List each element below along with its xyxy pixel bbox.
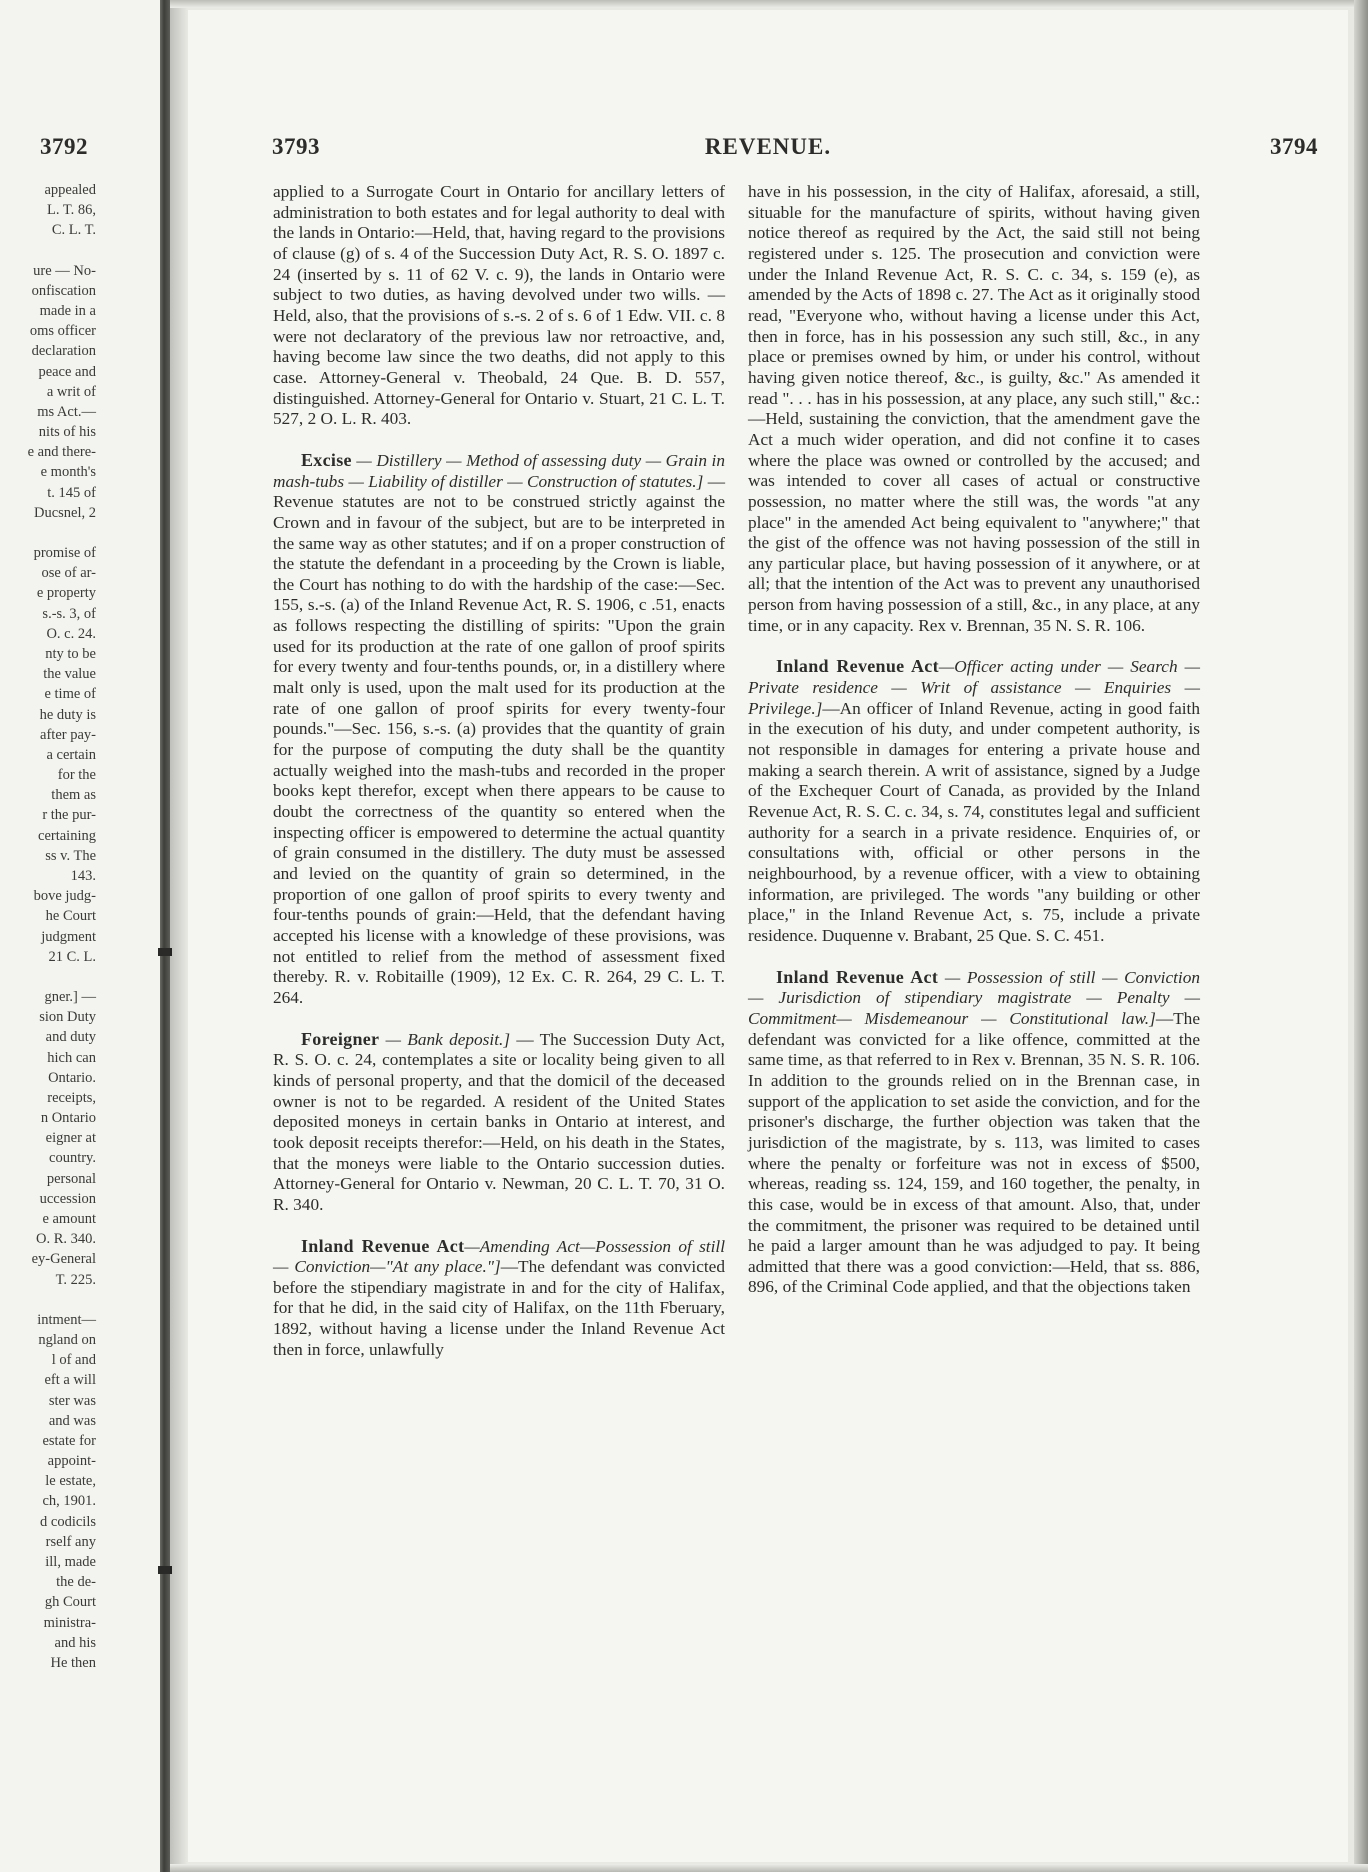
text-line: the value (43, 666, 96, 683)
text-line: s.-s. 3, of (42, 605, 96, 622)
entry-excise (273, 450, 725, 1009)
text-line: e month's (40, 464, 96, 481)
text-line: appoint- (47, 1453, 96, 1470)
entry-body: — The Succession Duty Act, R. S. O. c. 24, contemplates a site or locality being given to all kinds of personal property, and that the domicil of the deceased owner is not to be regarded. A resident of the United States deposited moneys in certain banks in Ontario at interest, and took deposit receipts therefor:—Held, on his death in the States, that the moneys were liable to the Ontario succession duties. Attorney-General for Ontario v. Newman, 20 C. L. T. 70, 31 O. R. 340. (273, 1029, 725, 1214)
entry-subheading: —Officer acting under — Search — Private residence — Writ of assistance — Enquiries — Privilege.] (748, 657, 1200, 718)
entry-subheading: — Bank deposit.] (379, 1029, 511, 1049)
text-line: ill, made (45, 1554, 96, 1570)
text-line: receipts, (47, 1089, 96, 1106)
entry-body: —An officer of Inland Revenue, acting in good faith in the execution of his duty, and under competent authority, is not responsible in damages for entering a private house and making a search therein. A writ of assistance, signed by a Judge of the Exchequer Court of Canada, as provided by the Inland Revenue Act, R. S. C. c. 34, s. 74, constitutes legal and sufficient authority for a search in a private residence. Enquiries of, or consultations with, official or other persons in the neighbourhood, by a revenue officer, with a view to obtaining information, are privileged. The words "any building or other place," in the Inland Revenue Act, s. 75, include a private residence. Duquenne v. Brabant, 25 Que. S. C. 451. (748, 698, 1200, 945)
column-number-left: 3793 (272, 134, 320, 159)
text-line: r the pur- (42, 807, 96, 824)
text-line: estate for (42, 1432, 96, 1449)
text-line: ose of ar- (41, 565, 96, 582)
text-line: them as (51, 787, 96, 804)
text-line: nty to be (45, 645, 96, 662)
text-line: for the (57, 767, 96, 784)
text-line: ss v. The (45, 847, 96, 864)
entry-foreigner (273, 1029, 725, 1216)
text-line: n Ontario (40, 1110, 96, 1127)
page-bottom-edge (170, 1864, 1368, 1872)
previous-page-fragment (0, 0, 160, 1872)
text-line: and his (54, 1634, 96, 1651)
text-line: O. R. 340. (35, 1231, 96, 1248)
text-line: nits of his (38, 424, 96, 441)
text-line: T. 225. (55, 1271, 96, 1288)
entry-inland-revenue-possession (748, 967, 1200, 1299)
text-line: ngland on (38, 1331, 96, 1348)
entry-heading: Inland Revenue Act (301, 1235, 465, 1256)
text-line: bove judg- (33, 888, 96, 905)
text-line: and was (48, 1412, 96, 1429)
gutter-shadow (170, 0, 188, 1872)
text-line: d codicils (40, 1513, 96, 1530)
entry-subheading: — Distillery — Method of assessing duty — Grain in mash-tubs — Liability of distiller — Construction of statutes.] (273, 450, 725, 491)
text-line: gner.] — (44, 988, 96, 1005)
entry-inland-revenue-amending (273, 1236, 725, 1361)
text-line: peace and (38, 363, 96, 380)
entry-body: —The defendant was convicted for a like offence, committed at the same time, as that referred to in Rex v. Brennan, 35 N. S. R. 106. In addition to the grounds relied on in the Brennan case, in support of the application to set aside the conviction, and for the prisoner's discharge, the further objection was taken that the jurisdiction of the magistrate, by s. 113, was limited to cases where the penalty or forfeiture was not in excess of $500, whereas, reading ss. 124, 159, and 160 together, the penalty, in this case, would be in excess of that amount. Also, that, under the commitment, the prisoner was required to be detained until he paid a larger amount than he was adjudged to pay. It being admitted that there was a good conviction:—Held, that ss. 886, 896, of the Criminal Code applied, and that the objections taken (748, 1008, 1200, 1297)
text-line: uccession (39, 1190, 96, 1207)
text-line: hich can (47, 1049, 96, 1066)
text-line: promise of (33, 545, 96, 561)
text-line: Ducsnel, 2 (33, 504, 96, 521)
text-line: personal (46, 1170, 96, 1187)
text-line: Ontario. (48, 1069, 96, 1086)
paragraph-continued: have in his possession, in the city of Halifax, aforesaid, a still, situable for the manufacture of spirits, without having given notice thereof as required by the Act, the said still not being registered under s. 125. The prosecution and conviction were under the Inland Revenue Act, R. S. C. c. 34, s. 159 (e), as amended by the Acts of 1898 c. 27. The Act as it originally stood read, "Everyone who, without having a license under this Act, then in force, has in his possession any such still, &c., in any place or premises owned by him, or under his control, without having given notice thereof, &c., is guilty, &c." As amended it read ". . . has in his possession, at any place, any such still," &c.:—Held, sustaining the conviction, that the amendment gave the Act a much wider operation, and did not confine it to cases where the place was owned or controlled by the accused; and was intended to cover all cases of actual or constructive possession, no matter where the still was, the words "at any place" in the amended Act being equivalent to "anywhere;" that the gist of the offence was not having possession of the still in any particular place, but having possession of it anywhere, or at all; that the intention of the Act was to prevent any unauthorised person from having possession of a still, &c., in any place, at any time, or in any capacity. Rex v. Brennan, 35 N. S. R. 106. (748, 182, 1200, 635)
text-line: sion Duty (39, 1009, 96, 1026)
book-binding (160, 0, 170, 1872)
text-line: He then (50, 1654, 96, 1671)
text-line: ey-General (31, 1251, 96, 1268)
text-line: ch, 1901. (42, 1493, 96, 1510)
entry-inland-revenue-officer (748, 656, 1200, 946)
previous-page-text (0, 180, 96, 1673)
entry-subheading: —Amending Act—Possession of still — Conviction—"At any place."] (273, 1236, 726, 1277)
text-line: ms Act.— (37, 403, 96, 420)
page-right-edge (1354, 0, 1368, 1872)
text-line: 21 C. L. (48, 948, 96, 965)
entry-heading: Inland Revenue Act (776, 656, 939, 677)
text-line: e property (36, 585, 96, 602)
text-line: oms officer (29, 323, 96, 340)
text-column-left (273, 182, 725, 1360)
text-line: eigner at (45, 1130, 96, 1147)
text-line: judgment (41, 928, 96, 945)
text-line: e time of (44, 686, 96, 703)
text-line: L. T. 86, (46, 202, 96, 219)
text-line: certaining (38, 827, 96, 844)
text-line: he duty is (39, 706, 96, 723)
text-line: onfiscation (31, 282, 96, 299)
text-line: declaration (31, 343, 96, 360)
entry-heading: Inland Revenue Act (776, 966, 939, 987)
text-column-right (748, 182, 1200, 1298)
text-line: and duty (45, 1029, 96, 1046)
text-line: ministra- (43, 1614, 96, 1631)
running-head-title: REVENUE. (704, 134, 832, 159)
previous-page-number: 3792 (40, 134, 88, 159)
document-page (188, 10, 1348, 1862)
text-line: t. 145 of (47, 484, 96, 501)
text-line: appealed (44, 182, 96, 198)
text-line: eft a will (44, 1372, 96, 1389)
page-top-edge (170, 0, 1368, 8)
entry-body: —The defendant was convicted before the stipendiary magistrate in and for the city of Halifax, for that he did, in the said city of Halifax, on the 11th Fberuary, 1892, without having a license under the Inland Revenue Act then in force, unlawfully (273, 1257, 725, 1359)
text-line: 143. (70, 868, 96, 884)
text-line: made in a (39, 302, 96, 319)
entry-subheading: — Possession of still — Conviction — Jurisdiction of stipendiary magistrate — Penalty — Commitment— Misdemeanour — Constitutional law.] (748, 967, 1200, 1028)
text-line: intment— (37, 1311, 96, 1328)
text-line: ster was (48, 1392, 96, 1409)
text-line: gh Court (44, 1594, 96, 1611)
entry-heading: Excise (301, 449, 352, 470)
text-line: ure — No- (33, 262, 96, 279)
text-line: the de- (56, 1574, 96, 1591)
text-line: he Court (45, 908, 96, 925)
paragraph-continued: applied to a Surrogate Court in Ontario for ancillary letters of administration to both estates and for legal authority to deal with the lands in Ontario:—Held, that, having regard to the provisions of clause (g) of s. 4 of the Succession Duty Act, R. S. O. 1897 c. 24 (inserted by s. 11 of 62 V. c. 9), the lands in Ontario were subject to two duties, as having devolved under two wills. —Held, also, that the provisions of s.-s. 2 of s. 6 of 1 Edw. VII. c. 8 were not declaratory of the previous law nor retroactive, and, having become law since the two deaths, did not apply to this case. Attorney-General v. Theobald, 24 Que. B. D. 557, distinguished. Attorney-General for Ontario v. Stuart, 21 C. L. T. 527, 2 O. L. R. 403. (273, 182, 725, 429)
text-line: a certain (46, 746, 96, 763)
text-line: e amount (42, 1211, 96, 1227)
text-line: country. (49, 1150, 96, 1167)
text-line: l of and (51, 1352, 96, 1369)
text-line: O. c. 24. (46, 625, 96, 642)
text-line: C. L. T. (51, 222, 96, 239)
text-line: le estate, (45, 1473, 96, 1490)
text-line: rself any (45, 1533, 96, 1550)
column-number-right: 3794 (1270, 134, 1318, 159)
text-line: a writ of (46, 383, 96, 400)
text-line: e and there- (27, 444, 96, 461)
text-line: after pay- (40, 726, 96, 743)
entry-heading: Foreigner (301, 1028, 380, 1049)
entry-body: — Revenue statutes are not to be construed strictly against the Crown and in favour of the subject, but are to be interpreted in the same way as other statutes; and if on a proper construction of the statute the defendant in a proceeding by the Crown is liable, the Court has nothing to do with the hardship of the case:—Sec. 155, s.-s. (a) of the Inland Revenue Act, R. S. 1906, c .51, enacts as follows respecting the distilling of spirits: "Upon the grain used for its production at the rate of one gallon of proof spirits for every twenty and four-tenths pounds, or, in a distillery where malt only is used, upon the malt used for its production at the rate of one gallon of proof spirits for every twenty-four pounds."—Sec. 156, s.-s. (a) provides that the quantity of grain for the purpose of computing the duty shall be the quantity actually weighed into the mash-tubs and recorded in the proper books kept therefor, except when there appears to be cause to doubt the correctness of the quantity so entered when the inspecting officer is empowered to determine the actual quantity of grain consumed in the distillery. The duty must be assessed and levied on the quantity of grain so determined, in the proportion of one gallon of proof spirits to every twenty and four-tenths pounds of grain:—Held, that the defendant having accepted his license with a knowledge of these provisions, was not entitled to relief from the method of assessment fixed thereby. R. v. Robitaille (1909), 12 Ex. C. R. 264, 29 C. L. T. 264. (273, 471, 725, 1007)
